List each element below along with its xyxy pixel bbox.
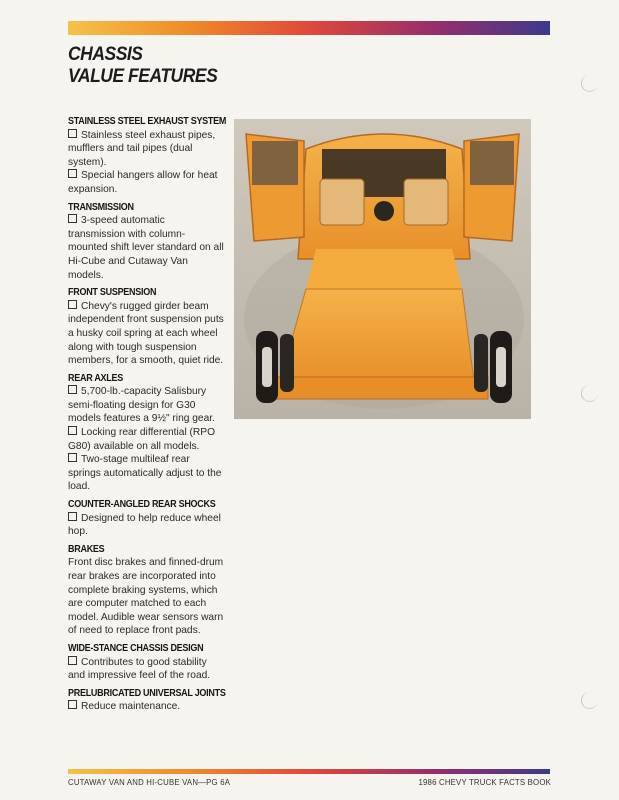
bottom-gradient-bar bbox=[68, 769, 550, 774]
feature-paragraph bbox=[68, 556, 224, 638]
binder-hole-top bbox=[581, 75, 598, 92]
feature-text: Chevy's rugged girder beam independent front suspension puts a husky coil spring at each wheel along with tough suspension members, for a smooth, quiet ride. bbox=[68, 300, 224, 367]
feature-text: 5,700-lb.-capacity Salisbury semi-floating design for G30 models features a 9½" ring gear. bbox=[68, 386, 215, 425]
feature-paragraph bbox=[68, 129, 224, 170]
feature-text: Special hangers allow for heat expansion. bbox=[68, 170, 218, 195]
binder-hole-bottom bbox=[581, 692, 598, 709]
feature-paragraph bbox=[68, 700, 224, 714]
checkbox-bullet-icon bbox=[68, 169, 77, 178]
feature-text: Front disc brakes and finned-drum rear brakes are incorporated into complete braking systems, which are computer matched to each model. Audible wear sensors warn of need to replace front pads. bbox=[68, 557, 224, 637]
feature-paragraph bbox=[68, 169, 224, 196]
section-heading: STAINLESS STEEL EXHAUST SYSTEM bbox=[68, 116, 227, 127]
checkbox-bullet-icon bbox=[68, 214, 77, 223]
feature-paragraph bbox=[68, 656, 224, 683]
checkbox-bullet-icon bbox=[68, 656, 77, 665]
feature-paragraph bbox=[68, 426, 224, 453]
feature-text: Designed to help reduce wheel hop. bbox=[68, 512, 221, 538]
checkbox-bullet-icon bbox=[68, 129, 77, 138]
section-heading: COUNTER-ANGLED REAR SHOCKS bbox=[68, 499, 216, 511]
footer-page-label: CUTAWAY VAN AND HI-CUBE VAN—PG 6A bbox=[68, 778, 231, 787]
section-heading: FRONT SUSPENSION bbox=[68, 287, 157, 299]
checkbox-bullet-icon bbox=[68, 300, 77, 309]
feature-text: Locking rear differential (RPO G80) available on all models. bbox=[68, 427, 216, 452]
checkbox-bullet-icon bbox=[68, 700, 77, 709]
section-heading: REAR AXLES bbox=[68, 372, 123, 384]
section-heading: BRAKES bbox=[68, 543, 105, 555]
feature-text: 3-speed automatic transmission with column-mounted shift lever standard on all Hi-Cube and Cutaway Van models. bbox=[68, 215, 224, 281]
section-heading: TRANSMISSION bbox=[68, 201, 134, 213]
feature-paragraph bbox=[68, 300, 224, 368]
feature-paragraph bbox=[68, 453, 224, 494]
binder-hole-middle bbox=[581, 385, 598, 402]
page-title bbox=[68, 44, 252, 88]
top-gradient-bar bbox=[68, 21, 550, 35]
footer-book-title: 1986 CHEVY TRUCK FACTS BOOK bbox=[418, 778, 551, 787]
checkbox-bullet-icon bbox=[68, 385, 77, 394]
feature-paragraph bbox=[68, 385, 224, 426]
checkbox-bullet-icon bbox=[68, 512, 77, 521]
title-line-1: CHASSIS bbox=[68, 44, 143, 65]
checkbox-bullet-icon bbox=[68, 426, 77, 435]
feature-paragraph bbox=[68, 214, 224, 282]
feature-text: Two-stage multileaf rear springs automatically adjust to the load. bbox=[68, 454, 222, 493]
feature-text: Reduce maintenance. bbox=[81, 701, 181, 713]
feature-text: Stainless steel exhaust pipes, mufflers and tail pipes (dual system). bbox=[68, 129, 216, 168]
title-line-2: VALUE FEATURES bbox=[68, 66, 218, 87]
chassis-photo bbox=[234, 119, 531, 419]
section-heading: WIDE-STANCE CHASSIS DESIGN bbox=[68, 642, 204, 654]
feature-text: Contributes to good stability and impressive feel of the road. bbox=[68, 656, 211, 682]
section-heading: PRELUBRICATED UNIVERSAL JOINTS bbox=[68, 687, 226, 699]
features-column bbox=[68, 115, 227, 714]
checkbox-bullet-icon bbox=[68, 453, 77, 462]
feature-paragraph bbox=[68, 512, 224, 539]
